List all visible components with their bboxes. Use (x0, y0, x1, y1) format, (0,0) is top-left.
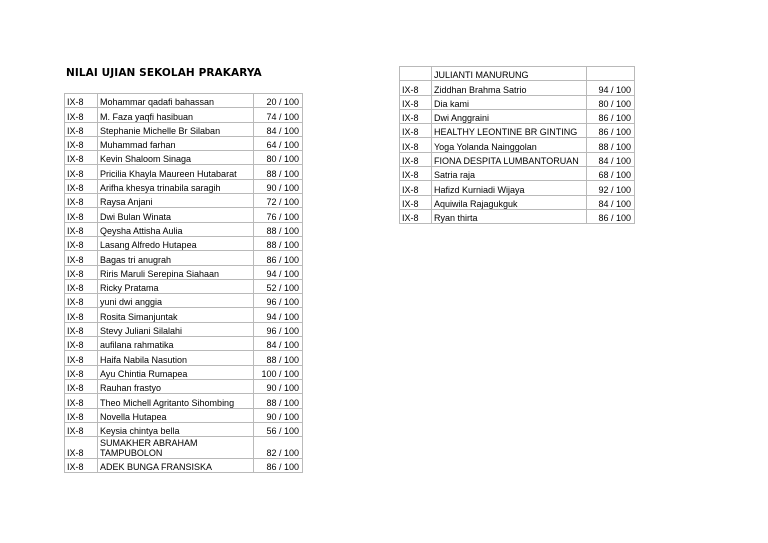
student-name-cell: Dia kami (432, 95, 587, 109)
grade-table-right-body (400, 67, 635, 224)
class-cell: IX-8 (65, 194, 98, 208)
class-cell: IX-8 (65, 279, 98, 293)
score-cell: 94 / 100 (254, 265, 303, 279)
score-cell: 86 / 100 (587, 209, 635, 223)
student-name-cell: Muhammad farhan (98, 136, 254, 150)
student-name-cell: Raysa Anjani (98, 194, 254, 208)
score-cell: 100 / 100 (254, 365, 303, 379)
document-title: NILAI UJIAN SEKOLAH PRAKARYA (66, 67, 262, 79)
student-name-cell: Novella Hutapea (98, 408, 254, 422)
score-cell: 86 / 100 (254, 251, 303, 265)
class-cell: IX-8 (65, 179, 98, 193)
score-cell: 84 / 100 (254, 337, 303, 351)
student-name-cell: Theo Michell Agritanto Sihombing (98, 394, 254, 408)
table-row (65, 94, 303, 108)
score-cell: 94 / 100 (587, 81, 635, 95)
table-row (65, 351, 303, 365)
score-cell: 90 / 100 (254, 379, 303, 393)
table-row (65, 108, 303, 122)
table-row (65, 165, 303, 179)
class-cell: IX-8 (65, 222, 98, 236)
student-name-cell: JULIANTI MANURUNG (432, 67, 587, 81)
class-cell: IX-8 (65, 208, 98, 222)
score-cell: 84 / 100 (254, 122, 303, 136)
table-row (65, 279, 303, 293)
class-cell (400, 67, 432, 81)
score-cell: 86 / 100 (587, 124, 635, 138)
score-cell: 84 / 100 (587, 195, 635, 209)
table-row (65, 337, 303, 351)
table-row (65, 308, 303, 322)
score-cell: 20 / 100 (254, 94, 303, 108)
student-name-cell: aufilana rahmatika (98, 337, 254, 351)
score-cell: 80 / 100 (254, 151, 303, 165)
score-cell: 96 / 100 (254, 294, 303, 308)
class-cell: IX-8 (65, 437, 98, 459)
table-row (65, 294, 303, 308)
student-name-cell: FIONA DESPITA LUMBANTORUAN (432, 152, 587, 166)
score-cell: 88 / 100 (254, 394, 303, 408)
score-cell: 84 / 100 (587, 152, 635, 166)
class-cell: IX-8 (65, 151, 98, 165)
table-row (65, 251, 303, 265)
student-name-cell: Ricky Pratama (98, 279, 254, 293)
score-cell: 80 / 100 (587, 95, 635, 109)
table-row (65, 179, 303, 193)
score-cell: 64 / 100 (254, 136, 303, 150)
class-cell: IX-8 (400, 152, 432, 166)
table-row (65, 437, 303, 459)
score-cell: 94 / 100 (254, 308, 303, 322)
score-cell: 82 / 100 (254, 437, 303, 459)
table-row (65, 151, 303, 165)
class-cell: IX-8 (65, 408, 98, 422)
table-row (400, 138, 635, 152)
student-name-cell: Satria raja (432, 167, 587, 181)
score-cell: 90 / 100 (254, 179, 303, 193)
student-name-cell: Dwi Anggraini (432, 109, 587, 123)
table-row (400, 195, 635, 209)
class-cell: IX-8 (400, 167, 432, 181)
score-cell: 88 / 100 (254, 165, 303, 179)
class-cell: IX-8 (65, 94, 98, 108)
score-cell: 88 / 100 (254, 222, 303, 236)
score-cell: 88 / 100 (254, 236, 303, 250)
score-cell: 72 / 100 (254, 194, 303, 208)
table-row (65, 394, 303, 408)
class-cell: IX-8 (65, 351, 98, 365)
table-row (65, 408, 303, 422)
score-cell: 52 / 100 (254, 279, 303, 293)
class-cell: IX-8 (65, 394, 98, 408)
class-cell: IX-8 (400, 95, 432, 109)
table-row (65, 194, 303, 208)
student-name-cell: SUMAKHER ABRAHAM TAMPUBOLON (98, 437, 254, 459)
table-row (400, 152, 635, 166)
student-name-cell: Riris Maruli Serepina Siahaan (98, 265, 254, 279)
table-row (400, 167, 635, 181)
class-cell: IX-8 (65, 308, 98, 322)
grade-table-left (64, 93, 303, 473)
student-name-cell: HEALTHY LEONTINE BR GINTING (432, 124, 587, 138)
class-cell: IX-8 (65, 422, 98, 436)
student-name-cell: Aquiwila Rajagukguk (432, 195, 587, 209)
student-name-cell: Stevy Juliani Silalahi (98, 322, 254, 336)
student-name-cell: ADEK BUNGA FRANSISKA (98, 459, 254, 473)
score-cell: 56 / 100 (254, 422, 303, 436)
table-row (400, 81, 635, 95)
student-name-cell: Keysia chintya bella (98, 422, 254, 436)
class-cell: IX-8 (400, 181, 432, 195)
student-name-cell: Kevin Shaloom Sinaga (98, 151, 254, 165)
class-cell: IX-8 (400, 138, 432, 152)
class-cell: IX-8 (65, 122, 98, 136)
score-cell (587, 67, 635, 81)
table-row (65, 236, 303, 250)
score-cell: 74 / 100 (254, 108, 303, 122)
class-cell: IX-8 (400, 81, 432, 95)
score-cell: 92 / 100 (587, 181, 635, 195)
score-cell: 88 / 100 (254, 351, 303, 365)
score-cell: 68 / 100 (587, 167, 635, 181)
student-name-cell: Arifha khesya trinabila saragih (98, 179, 254, 193)
class-cell: IX-8 (400, 109, 432, 123)
class-cell: IX-8 (65, 459, 98, 473)
table-row (65, 222, 303, 236)
student-name-cell: Yoga Yolanda Nainggolan (432, 138, 587, 152)
student-name-cell: Lasang Alfredo Hutapea (98, 236, 254, 250)
table-row (400, 124, 635, 138)
table-row (65, 208, 303, 222)
table-row (65, 379, 303, 393)
class-cell: IX-8 (65, 337, 98, 351)
table-row (65, 136, 303, 150)
table-row (65, 422, 303, 436)
class-cell: IX-8 (65, 379, 98, 393)
table-row (65, 322, 303, 336)
class-cell: IX-8 (400, 124, 432, 138)
score-cell: 76 / 100 (254, 208, 303, 222)
table-row (65, 459, 303, 473)
score-cell: 86 / 100 (254, 459, 303, 473)
score-cell: 90 / 100 (254, 408, 303, 422)
class-cell: IX-8 (65, 294, 98, 308)
class-cell: IX-8 (65, 322, 98, 336)
class-cell: IX-8 (65, 136, 98, 150)
table-row (65, 265, 303, 279)
student-name-cell: M. Faza yaqfi hasibuan (98, 108, 254, 122)
student-name-cell: Pricilia Khayla Maureen Hutabarat (98, 165, 254, 179)
table-row (400, 181, 635, 195)
class-cell: IX-8 (65, 251, 98, 265)
student-name-cell: Haifa Nabila Nasution (98, 351, 254, 365)
class-cell: IX-8 (65, 236, 98, 250)
student-name-cell: Qeysha Attisha Aulia (98, 222, 254, 236)
student-name-cell: Mohammar qadafi bahassan (98, 94, 254, 108)
table-row (65, 122, 303, 136)
student-name-cell: Ziddhan Brahma Satrio (432, 81, 587, 95)
student-name-cell: Stephanie Michelle Br Silaban (98, 122, 254, 136)
student-name-cell: Ryan thirta (432, 209, 587, 223)
score-cell: 86 / 100 (587, 109, 635, 123)
table-row (400, 109, 635, 123)
student-name-cell: Rauhan frastyo (98, 379, 254, 393)
table-row (400, 209, 635, 223)
score-cell: 88 / 100 (587, 138, 635, 152)
student-name-cell: yuni dwi anggia (98, 294, 254, 308)
grade-table-right (399, 66, 635, 224)
class-cell: IX-8 (65, 365, 98, 379)
table-row (65, 365, 303, 379)
student-name-cell: Hafizd Kurniadi Wijaya (432, 181, 587, 195)
class-cell: IX-8 (65, 165, 98, 179)
student-name-cell: Rosita Simanjuntak (98, 308, 254, 322)
table-row (400, 67, 635, 81)
score-cell: 96 / 100 (254, 322, 303, 336)
class-cell: IX-8 (65, 265, 98, 279)
student-name-cell: Bagas tri anugrah (98, 251, 254, 265)
student-name-cell: Dwi Bulan Winata (98, 208, 254, 222)
table-row (400, 95, 635, 109)
class-cell: IX-8 (400, 195, 432, 209)
grade-table-left-body (65, 94, 303, 473)
class-cell: IX-8 (400, 209, 432, 223)
class-cell: IX-8 (65, 108, 98, 122)
student-name-cell: Ayu Chintia Rumapea (98, 365, 254, 379)
